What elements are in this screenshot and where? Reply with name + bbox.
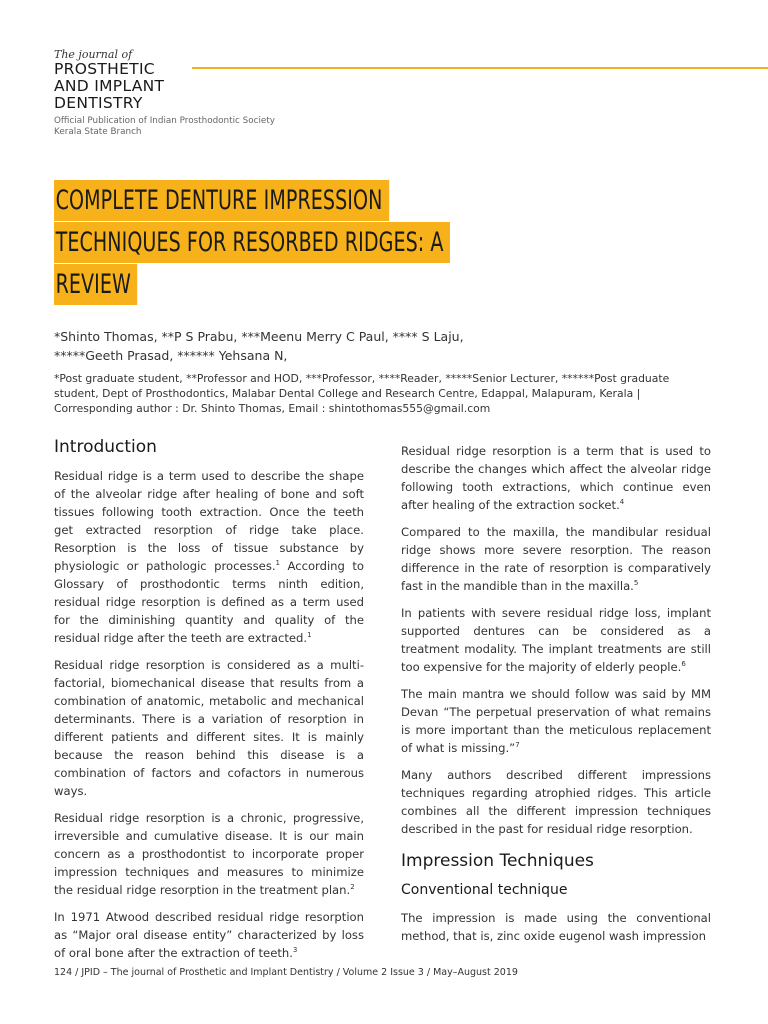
- subsection-heading-conventional: Conventional technique: [401, 882, 568, 898]
- journal-name-line-1: PROSTHETIC: [54, 60, 155, 78]
- title-line-1: COMPLETE DENTURE IMPRESSION: [54, 180, 389, 221]
- citation-ref: 1: [307, 631, 312, 640]
- left-column: [54, 438, 364, 971]
- citation-ref: 6: [681, 660, 686, 669]
- body-paragraph-2: Compared to the maxilla, the mandibular residual ridge shows more severe resorption. The reason difference in the rate of resorption is comparatively fast in the mandible than in the maxilla.$^5$: [401, 525, 711, 593]
- authors-line-2: *****Geeth Prasad, ****** Yehsana N,: [54, 348, 288, 363]
- section-heading-introduction: Introduction: [54, 437, 157, 457]
- citation-ref: 3: [292, 946, 298, 955]
- body-paragraph-3: In patients with severe residual ridge loss, implant supported dentures can be considered as a treatment modality. The implant treatments are still too expensive for the majority of elderly people.$^6$: [401, 606, 711, 674]
- body-paragraph-4: The main mantra we should follow was said by MM Devan “The perpetual preservation of what remains is more important than the meticulous replacement of what is missing.”$^7$: [401, 687, 711, 755]
- intro-paragraph-3: Residual ridge resorption is a chronic, progressive, irreversible and cumulative disease. It is our main concern as a prosthodontist to incorporate proper impression techniques and measures to minimize the residual ridge resorption in the treatment plan.$^2$: [54, 811, 364, 897]
- authors-line-1: *Shinto Thomas, **P S Prabu, ***Meenu Merry C Paul, **** S Laju,: [54, 329, 464, 344]
- body-paragraph-5: Many authors described different impressions techniques regarding atrophied ridges. This article combines all the different impression techniques described in the past for residual ridge resorption.: [401, 768, 711, 836]
- citation-ref: 7: [515, 741, 520, 750]
- journal-name-line-2: AND IMPLANT: [54, 77, 165, 95]
- body-paragraph-6: The impression is made using the conventional method, that is, zinc oxide eugenol wash impression: [401, 911, 711, 943]
- intro-paragraph-1: Residual ridge is a term used to describe the shape of the alveolar ridge after healing of bone and soft tissues following tooth extraction. Once the teeth get extracted resorption of ridge take place. Resorption is the loss of tissue substance by physiologic or pathologic processes.$^1$ According to Glossary of prosthodontic terms ninth edition, residual ridge resorption is defined as a term used for the diminishing quantity and quality of the residual ridge after the teeth are extracted.$^1$: [54, 469, 364, 645]
- article-title: [54, 180, 654, 306]
- publisher-line-2: Kerala State Branch: [54, 127, 142, 137]
- body-paragraph-1: Residual ridge resorption is a term that is used to describe the changes which affect the alveolar ridge following tooth extractions, which continue even after healing of the extraction socket.$^4$: [401, 444, 711, 512]
- citation-ref: 5: [633, 579, 639, 588]
- title-line-3: REVIEW: [54, 264, 137, 305]
- journal-name-line-3: DENTISTRY: [54, 94, 143, 112]
- intro-paragraph-4: In 1971 Atwood described residual ridge resorption as “Major oral disease entity” characterized by loss of oral bone after the extraction of teeth.$^3$: [54, 910, 364, 960]
- author-list: [54, 327, 554, 365]
- publisher-line-1: Official Publication of Indian Prosthodontic Society: [54, 116, 275, 126]
- header-divider: [192, 67, 768, 69]
- citation-ref: 1: [275, 559, 281, 568]
- masthead-prefix: The journal of: [54, 48, 133, 61]
- right-column: [401, 442, 711, 954]
- author-affiliation: *Post graduate student, **Professor and HOD, ***Professor, ****Reader, *****Senior Lecturer, ******Post graduate student, Dept of Prosthodontics, Malabar Dental College and Research Centre, Edappal, Malapuram, Kerala | Corresponding author : Dr. Shinto Thomas, Email : shintothomas555@gmail.com: [54, 372, 670, 415]
- citation-ref: 4: [619, 498, 625, 507]
- page-footer: 124 / JPID – The journal of Prosthetic and Implant Dentistry / Volume 2 Issue 3 / May–August 2019: [54, 967, 518, 978]
- journal-masthead: [54, 48, 354, 138]
- intro-paragraph-2: Residual ridge resorption is considered as a multi-factorial, biomechanical disease that results from a combination of anatomic, metabolic and mechanical determinants. There is a variation of resorption in different patients and different sites. It is mainly because the reason behind this disease is a combination of factors and cofactors in numerous ways.: [54, 658, 364, 798]
- citation-ref: 2: [350, 883, 355, 892]
- title-line-2: TECHNIQUES FOR RESORBED RIDGES: A: [54, 222, 450, 263]
- section-heading-impression-techniques: Impression Techniques: [401, 851, 594, 871]
